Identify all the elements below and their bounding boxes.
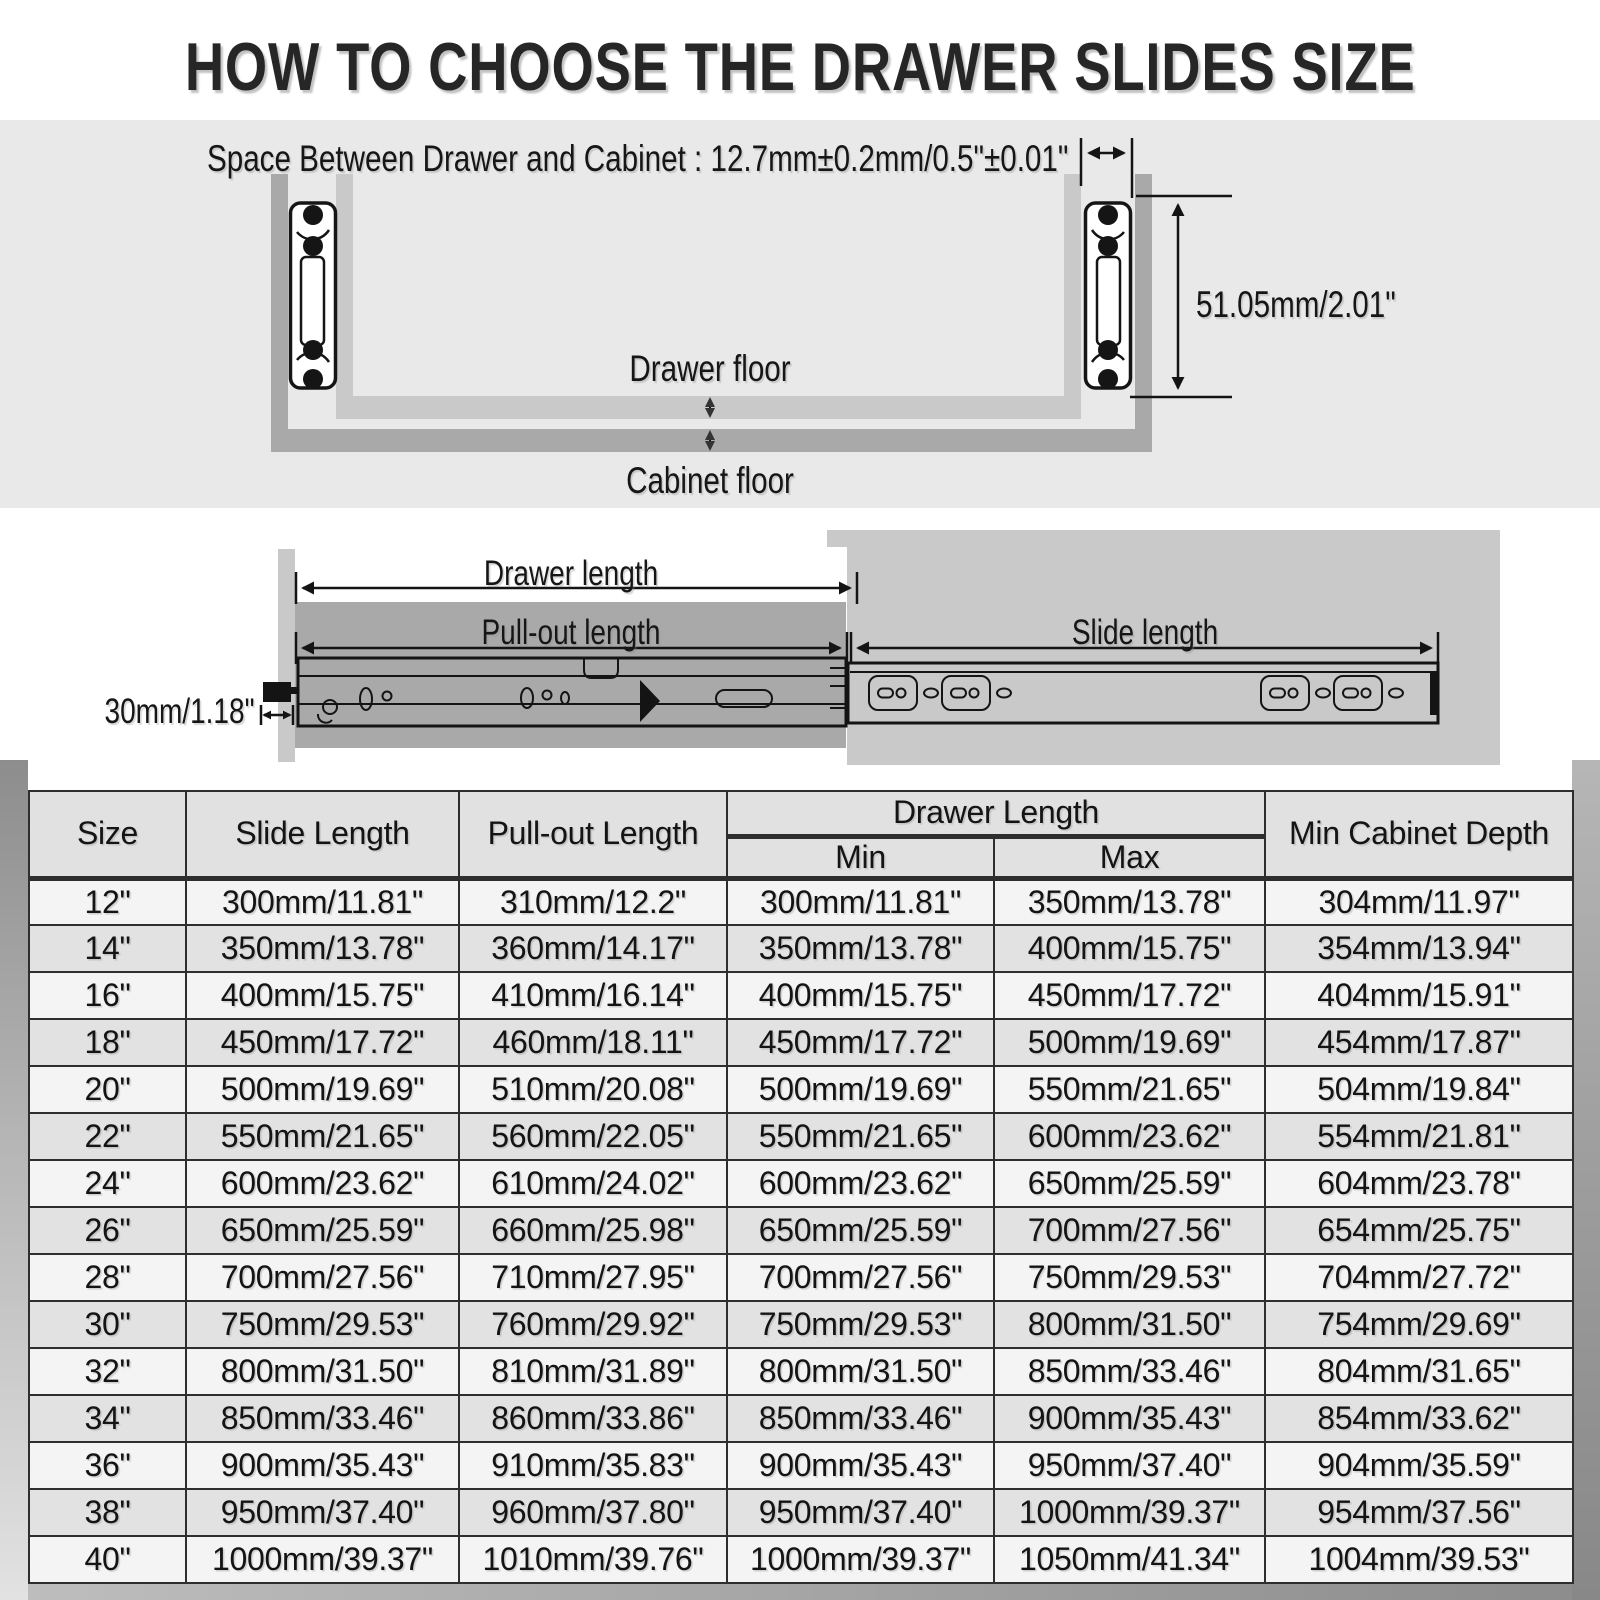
cell-slide-length: 450mm/17.72" bbox=[186, 1019, 459, 1066]
drawer-wall-right bbox=[1064, 174, 1081, 419]
table-row bbox=[29, 925, 1573, 972]
cell-slide-length: 350mm/13.78" bbox=[186, 925, 459, 972]
cell-slide-length: 400mm/15.75" bbox=[186, 972, 459, 1019]
cell-drawer-min: 750mm/29.53" bbox=[727, 1301, 994, 1348]
cell-pull-out-length: 1010mm/39.76" bbox=[459, 1536, 727, 1583]
drawer-wall-left bbox=[336, 174, 353, 419]
cell-drawer-max: 800mm/31.50" bbox=[994, 1301, 1265, 1348]
cell-drawer-min: 700mm/27.56" bbox=[727, 1254, 994, 1301]
cell-drawer-max: 1000mm/39.37" bbox=[994, 1489, 1265, 1536]
cell-drawer-min: 500mm/19.69" bbox=[727, 1066, 994, 1113]
cell-pull-out-length: 410mm/16.14" bbox=[459, 972, 727, 1019]
cell-slide-length: 800mm/31.50" bbox=[186, 1348, 459, 1395]
table-row bbox=[29, 1489, 1573, 1536]
cell-min-cabinet-depth: 304mm/11.97" bbox=[1265, 878, 1573, 925]
cell-pull-out-length: 810mm/31.89" bbox=[459, 1348, 727, 1395]
cell-drawer-min: 900mm/35.43" bbox=[727, 1442, 994, 1489]
header-size: Size bbox=[29, 791, 186, 878]
cell-drawer-max: 850mm/33.46" bbox=[994, 1348, 1265, 1395]
page-title-text: HOW TO CHOOSE THE DRAWER SLIDES SIZE bbox=[184, 29, 1416, 105]
cell-size: 18" bbox=[29, 1019, 186, 1066]
cell-drawer-min: 1000mm/39.37" bbox=[727, 1536, 994, 1583]
table-body bbox=[29, 878, 1573, 1583]
rear-space-label: 30mm/1.18" bbox=[104, 692, 255, 731]
cell-slide-length: 500mm/19.69" bbox=[186, 1066, 459, 1113]
header-slide-length: Slide Length bbox=[186, 791, 459, 878]
cell-min-cabinet-depth: 854mm/33.62" bbox=[1265, 1395, 1573, 1442]
table-row bbox=[29, 1160, 1573, 1207]
cell-size: 36" bbox=[29, 1442, 186, 1489]
cell-size: 14" bbox=[29, 925, 186, 972]
cell-slide-length: 850mm/33.46" bbox=[186, 1395, 459, 1442]
cell-drawer-min: 350mm/13.78" bbox=[727, 925, 994, 972]
cell-min-cabinet-depth: 904mm/35.59" bbox=[1265, 1442, 1573, 1489]
cell-slide-length: 1000mm/39.37" bbox=[186, 1536, 459, 1583]
cell-drawer-max: 450mm/17.72" bbox=[994, 972, 1265, 1019]
table-row bbox=[29, 1301, 1573, 1348]
cell-min-cabinet-depth: 504mm/19.84" bbox=[1265, 1066, 1573, 1113]
header-drawer-length: Drawer Length bbox=[727, 791, 1265, 836]
diagram-cross-section bbox=[0, 120, 1600, 508]
table-row bbox=[29, 1066, 1573, 1113]
cell-pull-out-length: 510mm/20.08" bbox=[459, 1066, 727, 1113]
cell-drawer-min: 850mm/33.46" bbox=[727, 1395, 994, 1442]
cell-slide-length: 600mm/23.62" bbox=[186, 1160, 459, 1207]
cabinet-floor-bar bbox=[271, 429, 1152, 452]
cell-size: 32" bbox=[29, 1348, 186, 1395]
cell-drawer-max: 1050mm/41.34" bbox=[994, 1536, 1265, 1583]
table-row bbox=[29, 972, 1573, 1019]
drawer-length-label: Drawer length bbox=[483, 554, 659, 593]
cell-size: 30" bbox=[29, 1301, 186, 1348]
cell-min-cabinet-depth: 954mm/37.56" bbox=[1265, 1489, 1573, 1536]
cell-drawer-min: 400mm/15.75" bbox=[727, 972, 994, 1019]
cell-slide-length: 650mm/25.59" bbox=[186, 1207, 459, 1254]
cell-size: 38" bbox=[29, 1489, 186, 1536]
rail-end-stop bbox=[1430, 671, 1439, 715]
header-drawer-min: Min bbox=[727, 836, 994, 878]
cell-drawer-min: 300mm/11.81" bbox=[727, 878, 994, 925]
drawer-front-panel bbox=[278, 549, 295, 762]
slide-outer-rail bbox=[848, 663, 1439, 723]
cell-min-cabinet-depth: 704mm/27.72" bbox=[1265, 1254, 1573, 1301]
slide-cross-section-icon-left bbox=[291, 203, 336, 389]
drawer-floor-label: Drawer floor bbox=[629, 348, 791, 389]
cell-drawer-min: 600mm/23.62" bbox=[727, 1160, 994, 1207]
cabinet-wall-right bbox=[1135, 174, 1152, 452]
cell-pull-out-length: 560mm/22.05" bbox=[459, 1113, 727, 1160]
cell-size: 40" bbox=[29, 1536, 186, 1583]
cell-pull-out-length: 460mm/18.11" bbox=[459, 1019, 727, 1066]
cell-size: 34" bbox=[29, 1395, 186, 1442]
cell-pull-out-length: 360mm/14.17" bbox=[459, 925, 727, 972]
cell-min-cabinet-depth: 1004mm/39.53" bbox=[1265, 1536, 1573, 1583]
pull-out-length-label: Pull-out length bbox=[481, 613, 661, 652]
cell-slide-length: 550mm/21.65" bbox=[186, 1113, 459, 1160]
table-row bbox=[29, 1536, 1573, 1583]
cell-drawer-max: 900mm/35.43" bbox=[994, 1395, 1265, 1442]
cell-drawer-max: 650mm/25.59" bbox=[994, 1160, 1265, 1207]
table-row bbox=[29, 1113, 1573, 1160]
cell-pull-out-length: 860mm/33.86" bbox=[459, 1395, 727, 1442]
header-min-cabinet-depth: Min Cabinet Depth bbox=[1265, 791, 1573, 878]
cell-drawer-min: 550mm/21.65" bbox=[727, 1113, 994, 1160]
table-row bbox=[29, 878, 1573, 925]
cabinet-floor-label: Cabinet floor bbox=[626, 460, 794, 501]
cell-drawer-max: 400mm/15.75" bbox=[994, 925, 1265, 972]
cell-min-cabinet-depth: 754mm/29.69" bbox=[1265, 1301, 1573, 1348]
table-row bbox=[29, 1442, 1573, 1489]
table-row bbox=[29, 1254, 1573, 1301]
cell-pull-out-length: 610mm/24.02" bbox=[459, 1160, 727, 1207]
size-table-header bbox=[29, 791, 1573, 878]
cell-size: 24" bbox=[29, 1160, 186, 1207]
cell-drawer-max: 750mm/29.53" bbox=[994, 1254, 1265, 1301]
diagram-length-side-view bbox=[0, 508, 1600, 770]
cell-slide-length: 900mm/35.43" bbox=[186, 1442, 459, 1489]
cell-min-cabinet-depth: 354mm/13.94" bbox=[1265, 925, 1573, 972]
slide-length-label: Slide length bbox=[1071, 613, 1219, 652]
slide-cross-section-icon-right bbox=[1086, 203, 1131, 389]
cell-pull-out-length: 760mm/29.92" bbox=[459, 1301, 727, 1348]
cell-min-cabinet-depth: 804mm/31.65" bbox=[1265, 1348, 1573, 1395]
cell-drawer-min: 450mm/17.72" bbox=[727, 1019, 994, 1066]
cell-slide-length: 300mm/11.81" bbox=[186, 878, 459, 925]
left-gradient-strip bbox=[0, 760, 28, 1600]
cell-drawer-max: 600mm/23.62" bbox=[994, 1113, 1265, 1160]
header-drawer-max: Max bbox=[994, 836, 1265, 878]
cell-drawer-min: 800mm/31.50" bbox=[727, 1348, 994, 1395]
cell-min-cabinet-depth: 554mm/21.81" bbox=[1265, 1113, 1573, 1160]
cell-size: 26" bbox=[29, 1207, 186, 1254]
cell-pull-out-length: 710mm/27.95" bbox=[459, 1254, 727, 1301]
page-title bbox=[0, 22, 1600, 112]
cell-slide-length: 700mm/27.56" bbox=[186, 1254, 459, 1301]
right-gradient-strip bbox=[1572, 760, 1600, 1600]
table-row bbox=[29, 1348, 1573, 1395]
cell-pull-out-length: 660mm/25.98" bbox=[459, 1207, 727, 1254]
cell-size: 16" bbox=[29, 972, 186, 1019]
cell-min-cabinet-depth: 654mm/25.75" bbox=[1265, 1207, 1573, 1254]
cell-size: 22" bbox=[29, 1113, 186, 1160]
cell-drawer-min: 950mm/37.40" bbox=[727, 1489, 994, 1536]
cell-drawer-min: 650mm/25.59" bbox=[727, 1207, 994, 1254]
cell-drawer-max: 350mm/13.78" bbox=[994, 878, 1265, 925]
cell-size: 12" bbox=[29, 878, 186, 925]
size-table bbox=[28, 790, 1574, 1584]
cell-drawer-max: 550mm/21.65" bbox=[994, 1066, 1265, 1113]
space-dimension-arrow bbox=[1081, 138, 1132, 198]
slide-height-label: 51.05mm/2.01" bbox=[1196, 284, 1396, 325]
drawer-floor-bar bbox=[336, 396, 1081, 419]
cell-drawer-max: 500mm/19.69" bbox=[994, 1019, 1265, 1066]
cell-drawer-max: 950mm/37.40" bbox=[994, 1442, 1265, 1489]
cell-pull-out-length: 960mm/37.80" bbox=[459, 1489, 727, 1536]
cell-pull-out-length: 310mm/12.2" bbox=[459, 878, 727, 925]
cell-size: 28" bbox=[29, 1254, 186, 1301]
table-row bbox=[29, 1395, 1573, 1442]
cell-min-cabinet-depth: 404mm/15.91" bbox=[1265, 972, 1573, 1019]
cell-min-cabinet-depth: 454mm/17.87" bbox=[1265, 1019, 1573, 1066]
header-pull-out-length: Pull-out Length bbox=[459, 791, 727, 878]
cell-slide-length: 750mm/29.53" bbox=[186, 1301, 459, 1348]
cell-min-cabinet-depth: 604mm/23.78" bbox=[1265, 1160, 1573, 1207]
cabinet-wall-left bbox=[271, 174, 288, 452]
cell-drawer-max: 700mm/27.56" bbox=[994, 1207, 1265, 1254]
cell-slide-length: 950mm/37.40" bbox=[186, 1489, 459, 1536]
table-row bbox=[29, 1207, 1573, 1254]
cell-pull-out-length: 910mm/35.83" bbox=[459, 1442, 727, 1489]
space-between-label: Space Between Drawer and Cabinet : 12.7mm±0.2mm/0.5"±0.01" bbox=[207, 138, 1069, 179]
cell-size: 20" bbox=[29, 1066, 186, 1113]
table-row bbox=[29, 1019, 1573, 1066]
